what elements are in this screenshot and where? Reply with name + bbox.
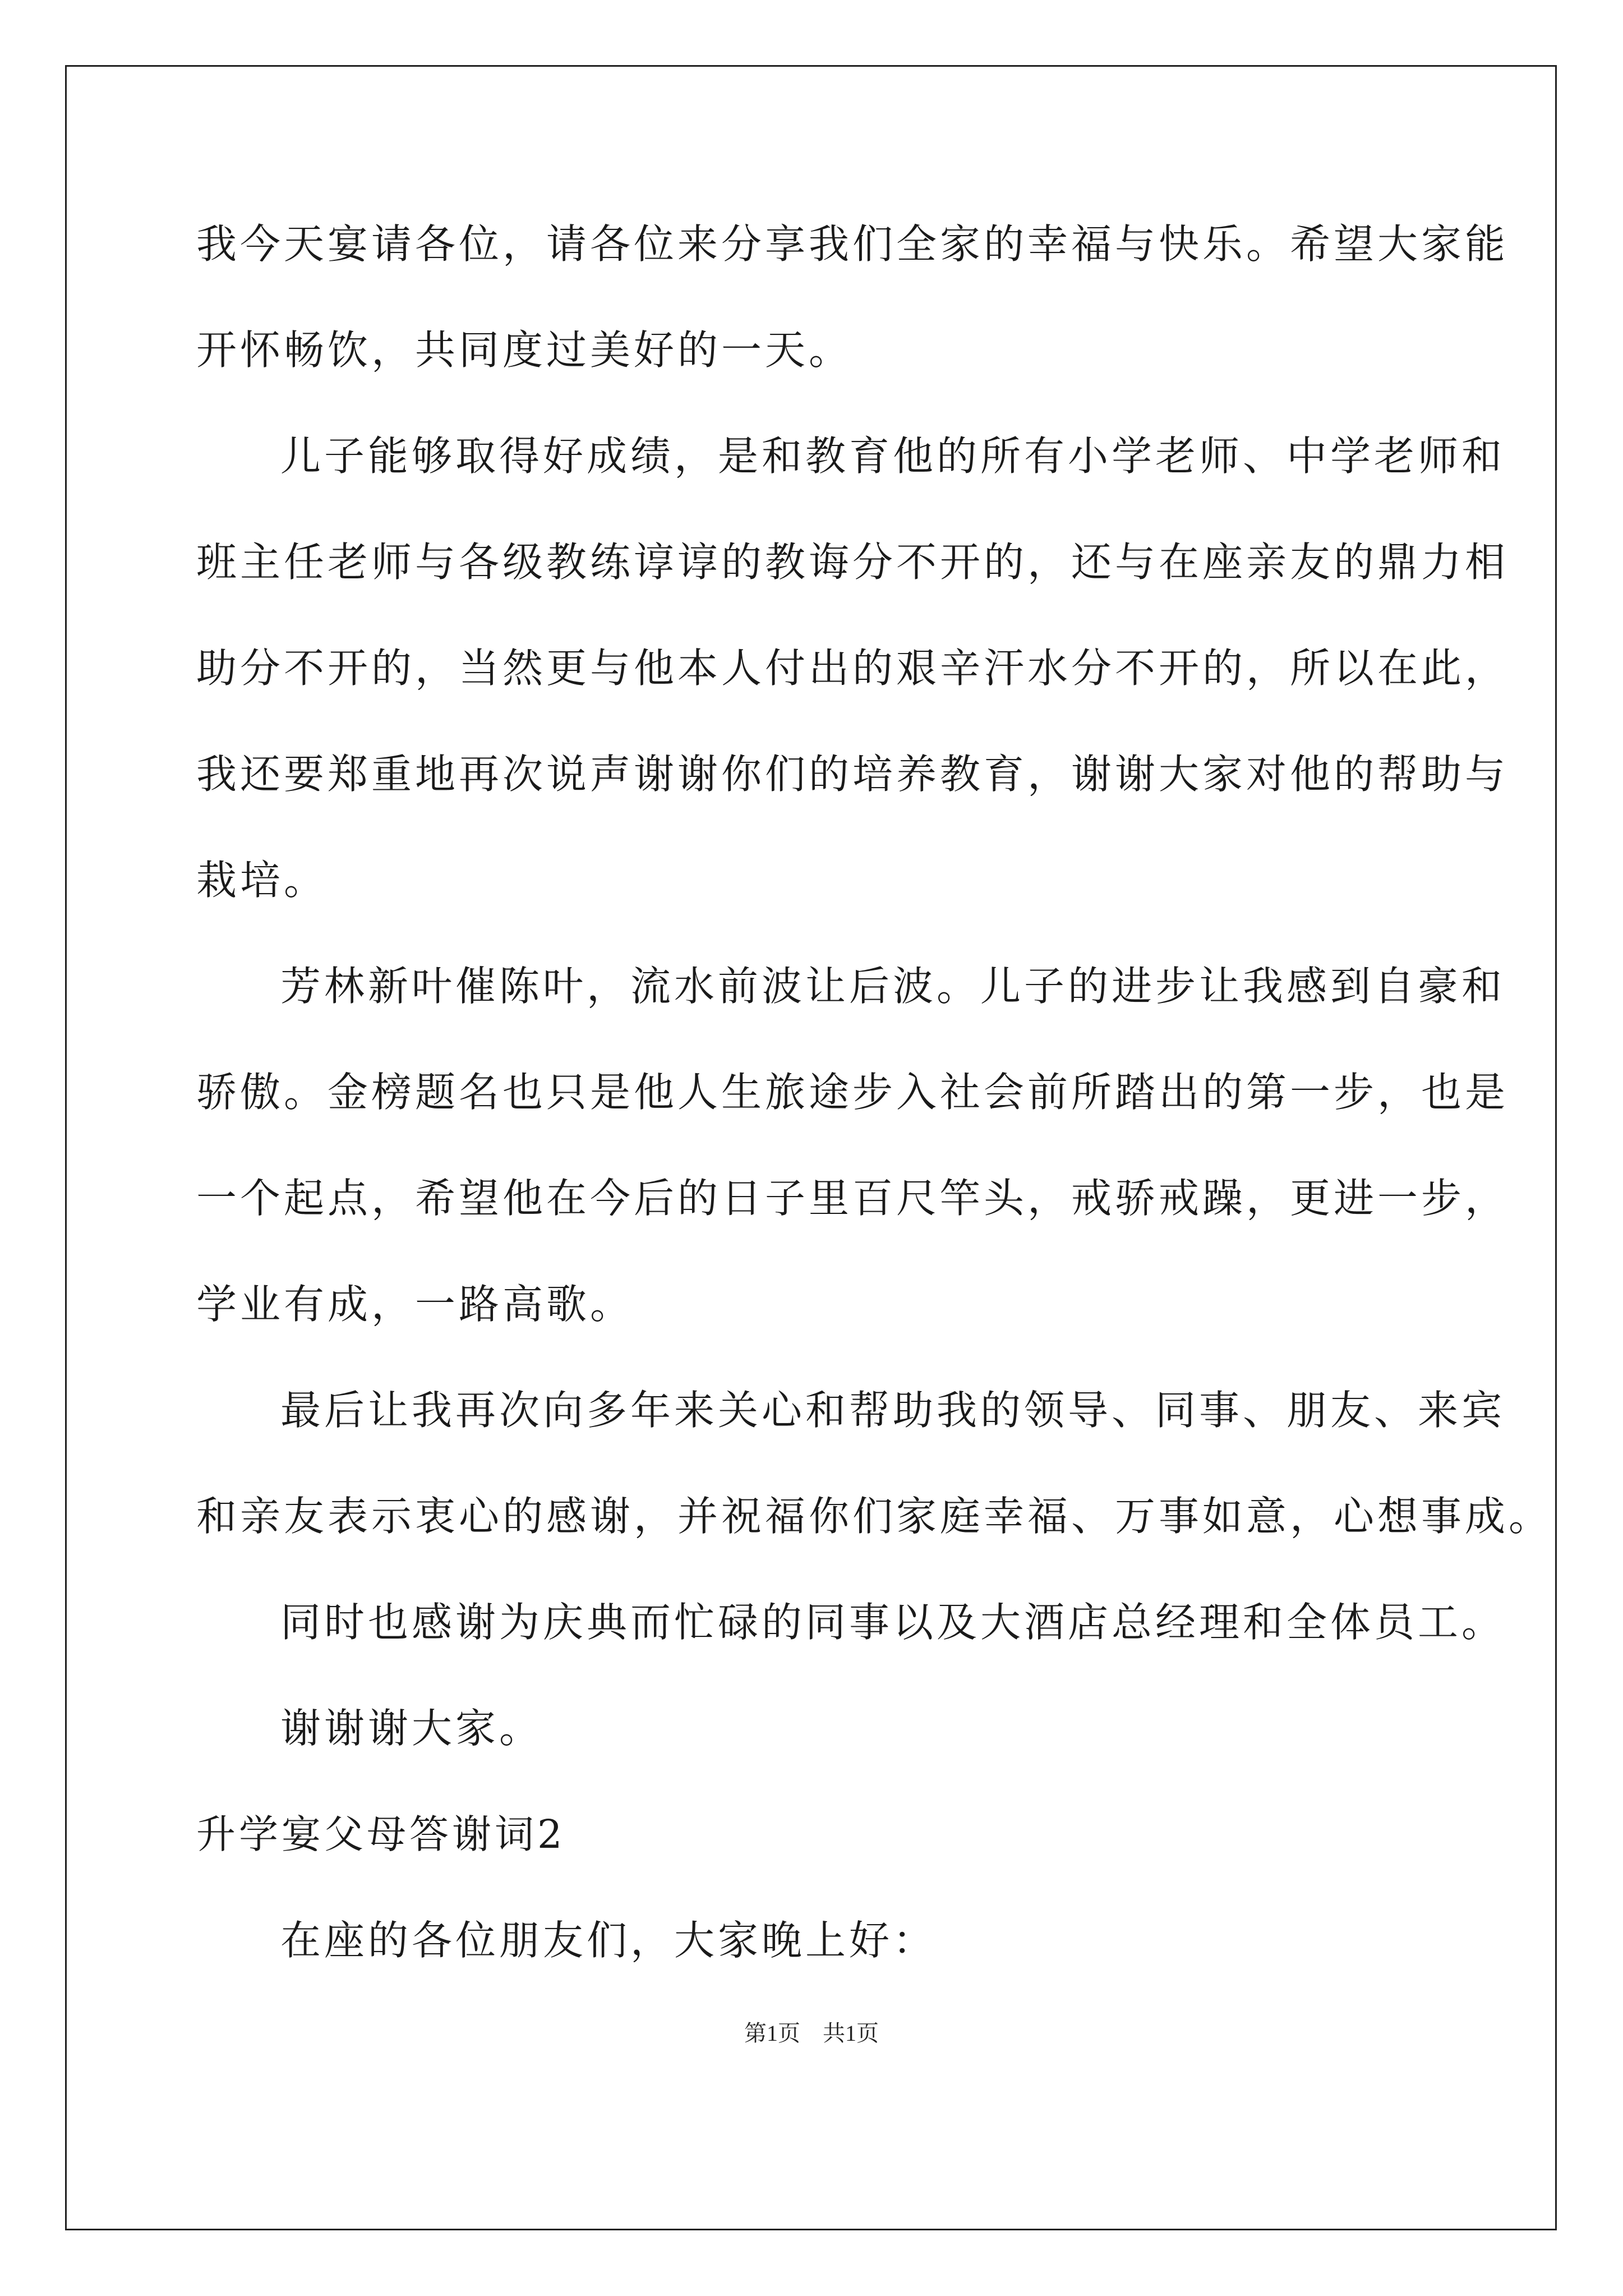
paragraph-start-line: 儿子能够取得好成绩，是和教育他的所有小学老师、中学老师和 <box>280 432 1506 480</box>
text-line: 开怀畅饮，共同度过美好的一天。 <box>196 326 853 374</box>
section-heading: 升学宴父母答谢词2 <box>196 1811 566 1857</box>
text-line: 班主任老师与各级教练谆谆的教诲分不开的，还与在座亲友的鼎力相 <box>196 539 1509 586</box>
text-line: 栽培。 <box>196 857 328 904</box>
text-line: 一个起点，希望他在今后的日子里百尺竿头，戒骄戒躁，更进一步， <box>196 1175 1509 1222</box>
text-line: 我还要郑重地再次说声谢谢你们的培养教育，谢谢大家对他的帮助与 <box>196 751 1509 798</box>
page-border <box>65 65 1557 2230</box>
paragraph-start-line: 最后让我再次向多年来关心和帮助我的领导、同事、朋友、来宾 <box>280 1387 1506 1434</box>
page-footer: 第1页 共1页 <box>744 2021 879 2046</box>
text-line: 我今天宴请各位，请各位来分享我们全家的幸福与快乐。希望大家能 <box>196 220 1509 268</box>
text-line: 骄傲。金榜题名也只是他人生旅途步入社会前所踏出的第一步，也是 <box>196 1069 1509 1116</box>
paragraph-start-line: 在座的各位朋友们，大家晚上好： <box>280 1917 937 1964</box>
text-line: 助分不开的，当然更与他本人付出的艰辛汗水分不开的，所以在此， <box>196 645 1509 692</box>
paragraph-start-line: 同时也感谢为庆典而忙碌的同事以及大酒店总经理和全体员工。 <box>280 1599 1506 1646</box>
paragraph-start-line: 谢谢谢大家。 <box>280 1705 543 1752</box>
text-line: 和亲友表示衷心的感谢，并祝福你们家庭幸福、万事如意，心想事成。 <box>196 1493 1553 1540</box>
text-line: 学业有成，一路高歌。 <box>196 1281 634 1328</box>
paragraph-start-line: 芳林新叶催陈叶，流水前波让后波。儿子的进步让我感到自豪和 <box>280 963 1506 1010</box>
